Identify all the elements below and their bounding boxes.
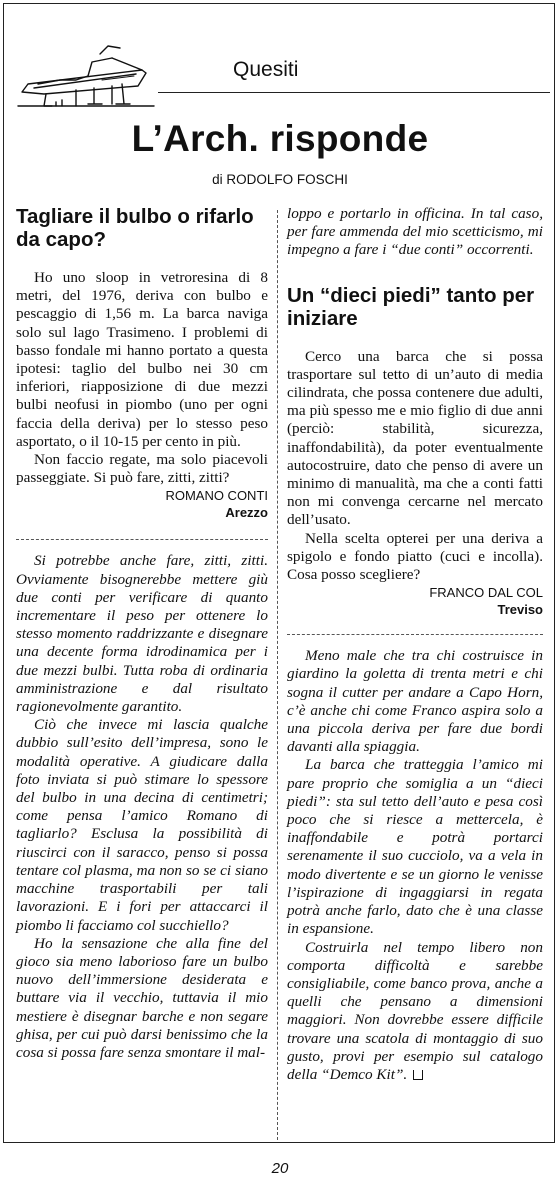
column-divider bbox=[277, 210, 278, 1140]
letter-paragraph: Nella scelta opterei per una deriva a spigolo e fondo piatto (cuci e incolla). Cosa posso scegliere? bbox=[287, 529, 543, 584]
header-rule bbox=[158, 92, 550, 93]
section-label: Quesiti bbox=[233, 58, 299, 81]
page-title: L’Arch. risponde bbox=[131, 118, 429, 159]
answer-paragraph: La barca che tratteggia l’amico mi pare proprio che somiglia a un “dieci piedi”: sta sul tetto dell’auto e pesa così poco che si riesce a mettercela, è inaffondabile e potrà portarci serenamente il suo cucciolo, va a vela in modo divertente e se un giorno le venisse l’ispirazione di ingaggiarsi in regata potrà anche farlo, dato che è una classe in espansione. bbox=[287, 756, 543, 938]
end-mark-icon bbox=[413, 1070, 423, 1080]
right-column bbox=[287, 205, 543, 1084]
letter-signature: FRANCO DAL COL bbox=[429, 585, 543, 601]
answer-paragraph: Ciò che invece mi lascia qualche dubbio sull’esito dell’impresa, sono le modalità operative. A giudicare dalla foto inviata si può stimare lo spessore del bulbo in una decina di centimetri; come pensa l’amico Romano di tagliarlo? Esclusa la possibilità di riuscirci con il saracco, penso si possa tentare col plasma, ma non so se ci siano macchine trasportabili per tali lavorazioni. E i fori per attaccarci il piombo li facciamo col succhiello? bbox=[16, 716, 268, 934]
answer-paragraph: Si potrebbe anche fare, zitti, zitti. Ovviamente bisognerebbe mettere giù due conti per verificare di quanto incrementare il peso per ottenere lo stesso momento raddrizzante e disegnare una decente forma idrodinamica per i due mezzi bulbi. Tutta roba di ordinaria amministrazione e dal risultato ragionevolmente garantito. bbox=[16, 552, 268, 716]
answer-continuation: loppo e portarlo in officina. In tal caso, per fare ammenda del mio scetticismo, mi impegno a fare i “due conti” occorrenti. bbox=[287, 205, 543, 259]
answer-paragraph: Ho la sensazione che alla fine del gioco sia meno laborioso fare un bulbo nuovo dell’immersione desiderata e buttare via il vecchio, tuttavia il mio mestiere è disegnar barche e non segare ghisa, per cui può darsi benissimo che la cosa si possa fare senza smontare il mal- bbox=[16, 934, 268, 1061]
answer-paragraph bbox=[287, 939, 543, 1085]
byline: di RODOLFO FOSCHI bbox=[212, 172, 348, 187]
answer-paragraph: Meno male che tra chi costruisce in giardino la goletta di trenta metri e chi sogna il cutter per andare a Capo Horn, c’è anche chi come Franco aspira solo a una piccola deriva per fare due bordi davanti alla spiaggia. bbox=[287, 647, 543, 756]
answer-paragraph-text: Costruirla nel tempo libero non comporta difficoltà e sarebbe consigliabile, come banco prova, anche a quelli che pensano a dimensioni maggiori. Non dovrebbe essere difficile trovare una scatola di montaggio di suo gusto, provi per esempio sul catalogo della “Demco Kit”. bbox=[287, 938, 543, 1083]
sailboat-logo bbox=[16, 40, 156, 110]
answer-block bbox=[287, 634, 543, 1084]
page-number: 20 bbox=[271, 1160, 289, 1177]
letter-heading: Un “dieci piedi” tanto per iniziare bbox=[287, 283, 535, 330]
letter-paragraph: Ho uno sloop in vetroresina di 8 metri, del 1976, deriva con bulbo e pescaggio di 1,56 m. La barca naviga solo sul lago Trasimeno. I problemi di basso fondale mi hanno portato a questa ipotesi: taglio del bulbo nei 30 cm inferiori, riapposizione di due mezzi bulbi neofusi in piombo (uno per ogni faccia della deriva) per lo stesso peso asportato, o il 10-15 per cento in più. bbox=[16, 269, 268, 450]
letter-paragraph: Cerco una barca che si possa trasportare sul tetto di un’auto di media cilindrata, che possa contenere due adulti, ma più spesso me e mio figlio di due anni (perciò: stabilità, sicurezza, inaffondabilità), da poter eventualmente autocostruire, dato che penso di avere un minimo di manualità, ma che a conti fatti non mi convenga cercarne nel mercato dell’usato. bbox=[287, 347, 543, 529]
answer-block bbox=[16, 539, 268, 1062]
letter-heading: Tagliare il bulbo o rifarlo da capo? bbox=[16, 205, 254, 251]
letter-signature: ROMANO CONTI bbox=[165, 488, 268, 504]
letter-city: Arezzo bbox=[225, 505, 268, 521]
letter-paragraph: Non faccio regate, ma solo piacevoli passeggiate. Si può fare, zitti, zitti? bbox=[16, 451, 268, 487]
letter-city: Treviso bbox=[497, 602, 543, 618]
left-column bbox=[16, 205, 268, 1062]
